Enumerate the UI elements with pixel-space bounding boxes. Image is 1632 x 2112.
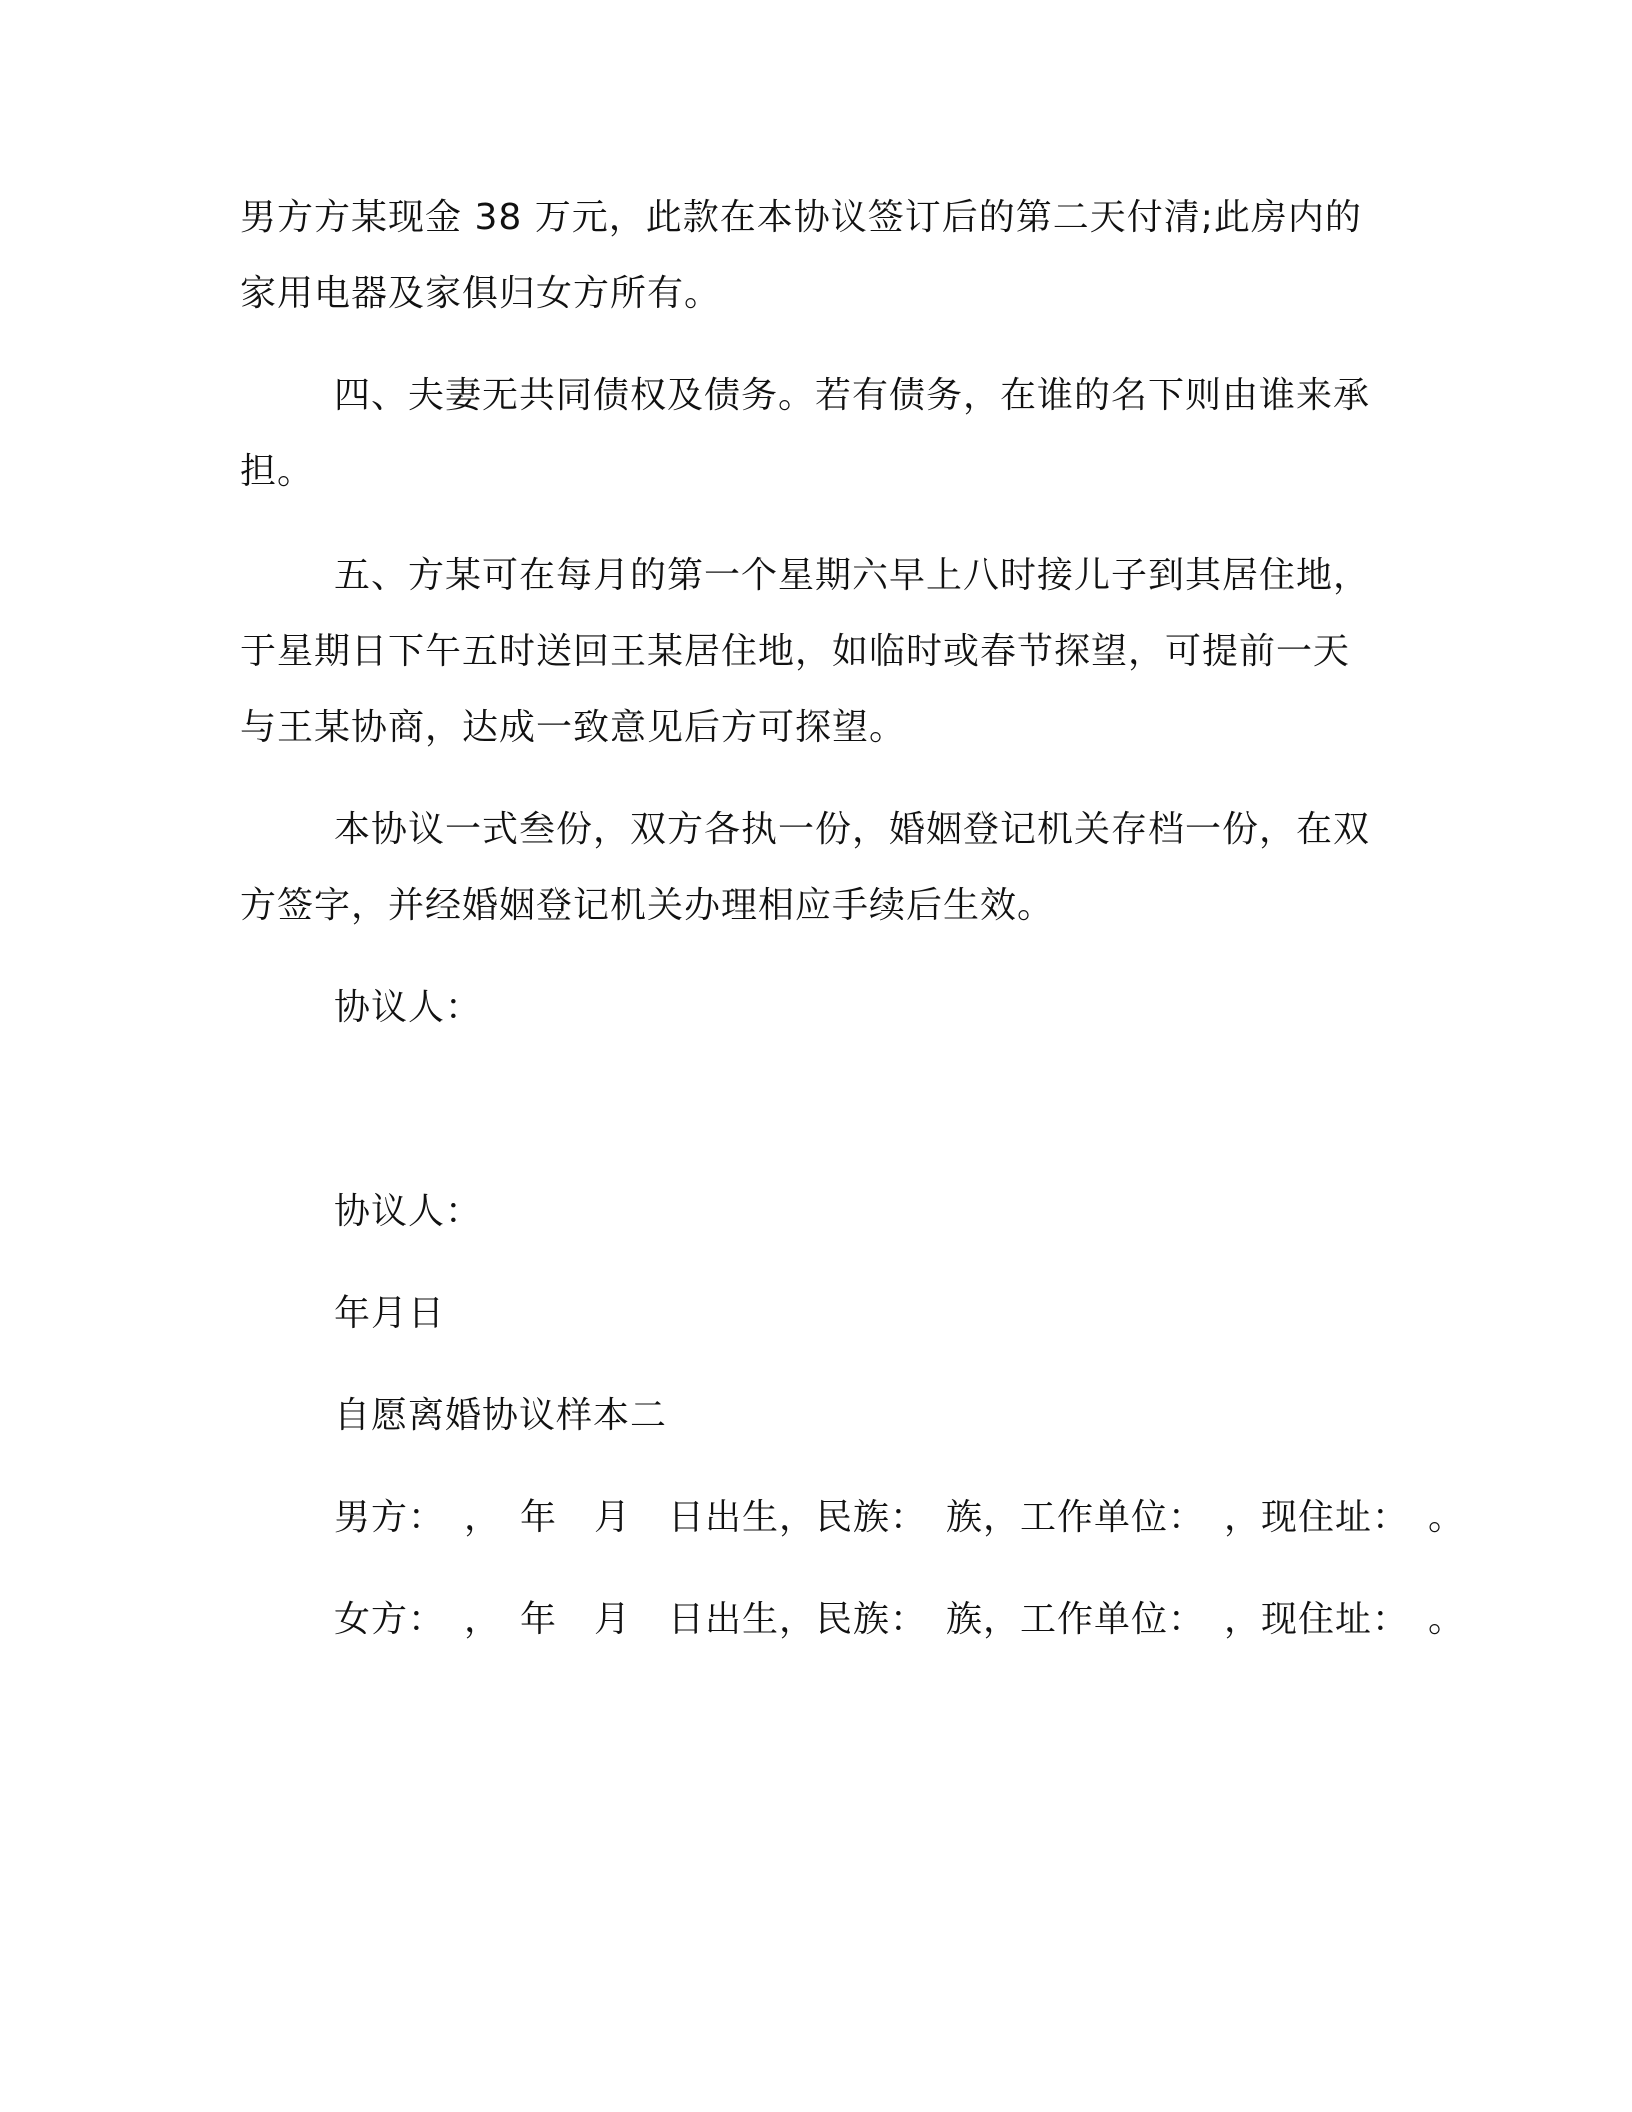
text-line: 男方方某现金 38 万元，此款在本协议签订后的第二天付清;此房内的 — [240, 197, 1362, 238]
text-line: 家用电器及家俱归女方所有。 — [240, 273, 722, 314]
text-line: 五、方某可在每月的第一个星期六早上八时接儿子到其居住地， — [334, 555, 1371, 596]
text-line: 本协议一式叁份，双方各执一份，婚姻登记机关存档一份，在双 — [334, 809, 1371, 850]
female-party-line: 女方： ， 年 月 日出生，民族： 族，工作单位： ，现住址： 。 — [334, 1599, 1466, 1640]
signatory-label: 协议人： — [334, 987, 483, 1028]
text-line: 担。 — [240, 451, 315, 492]
section-title: 自愿离婚协议样本二 — [334, 1395, 668, 1436]
signatory-label: 协议人： — [334, 1191, 483, 1232]
date-label: 年月日 — [334, 1293, 446, 1334]
text-line: 于星期日下午五时送回王某居住地，如临时或春节探望，可提前一天 — [240, 631, 1351, 672]
text-line: 方签字，并经婚姻登记机关办理相应手续后生效。 — [240, 885, 1055, 926]
male-party-line: 男方： ， 年 月 日出生，民族： 族，工作单位： ，现住址： 。 — [334, 1497, 1466, 1538]
text-line: 四、夫妻无共同债权及债务。若有债务，在谁的名下则由谁来承 — [334, 375, 1371, 416]
text-line: 与王某协商，达成一致意见后方可探望。 — [240, 707, 907, 748]
